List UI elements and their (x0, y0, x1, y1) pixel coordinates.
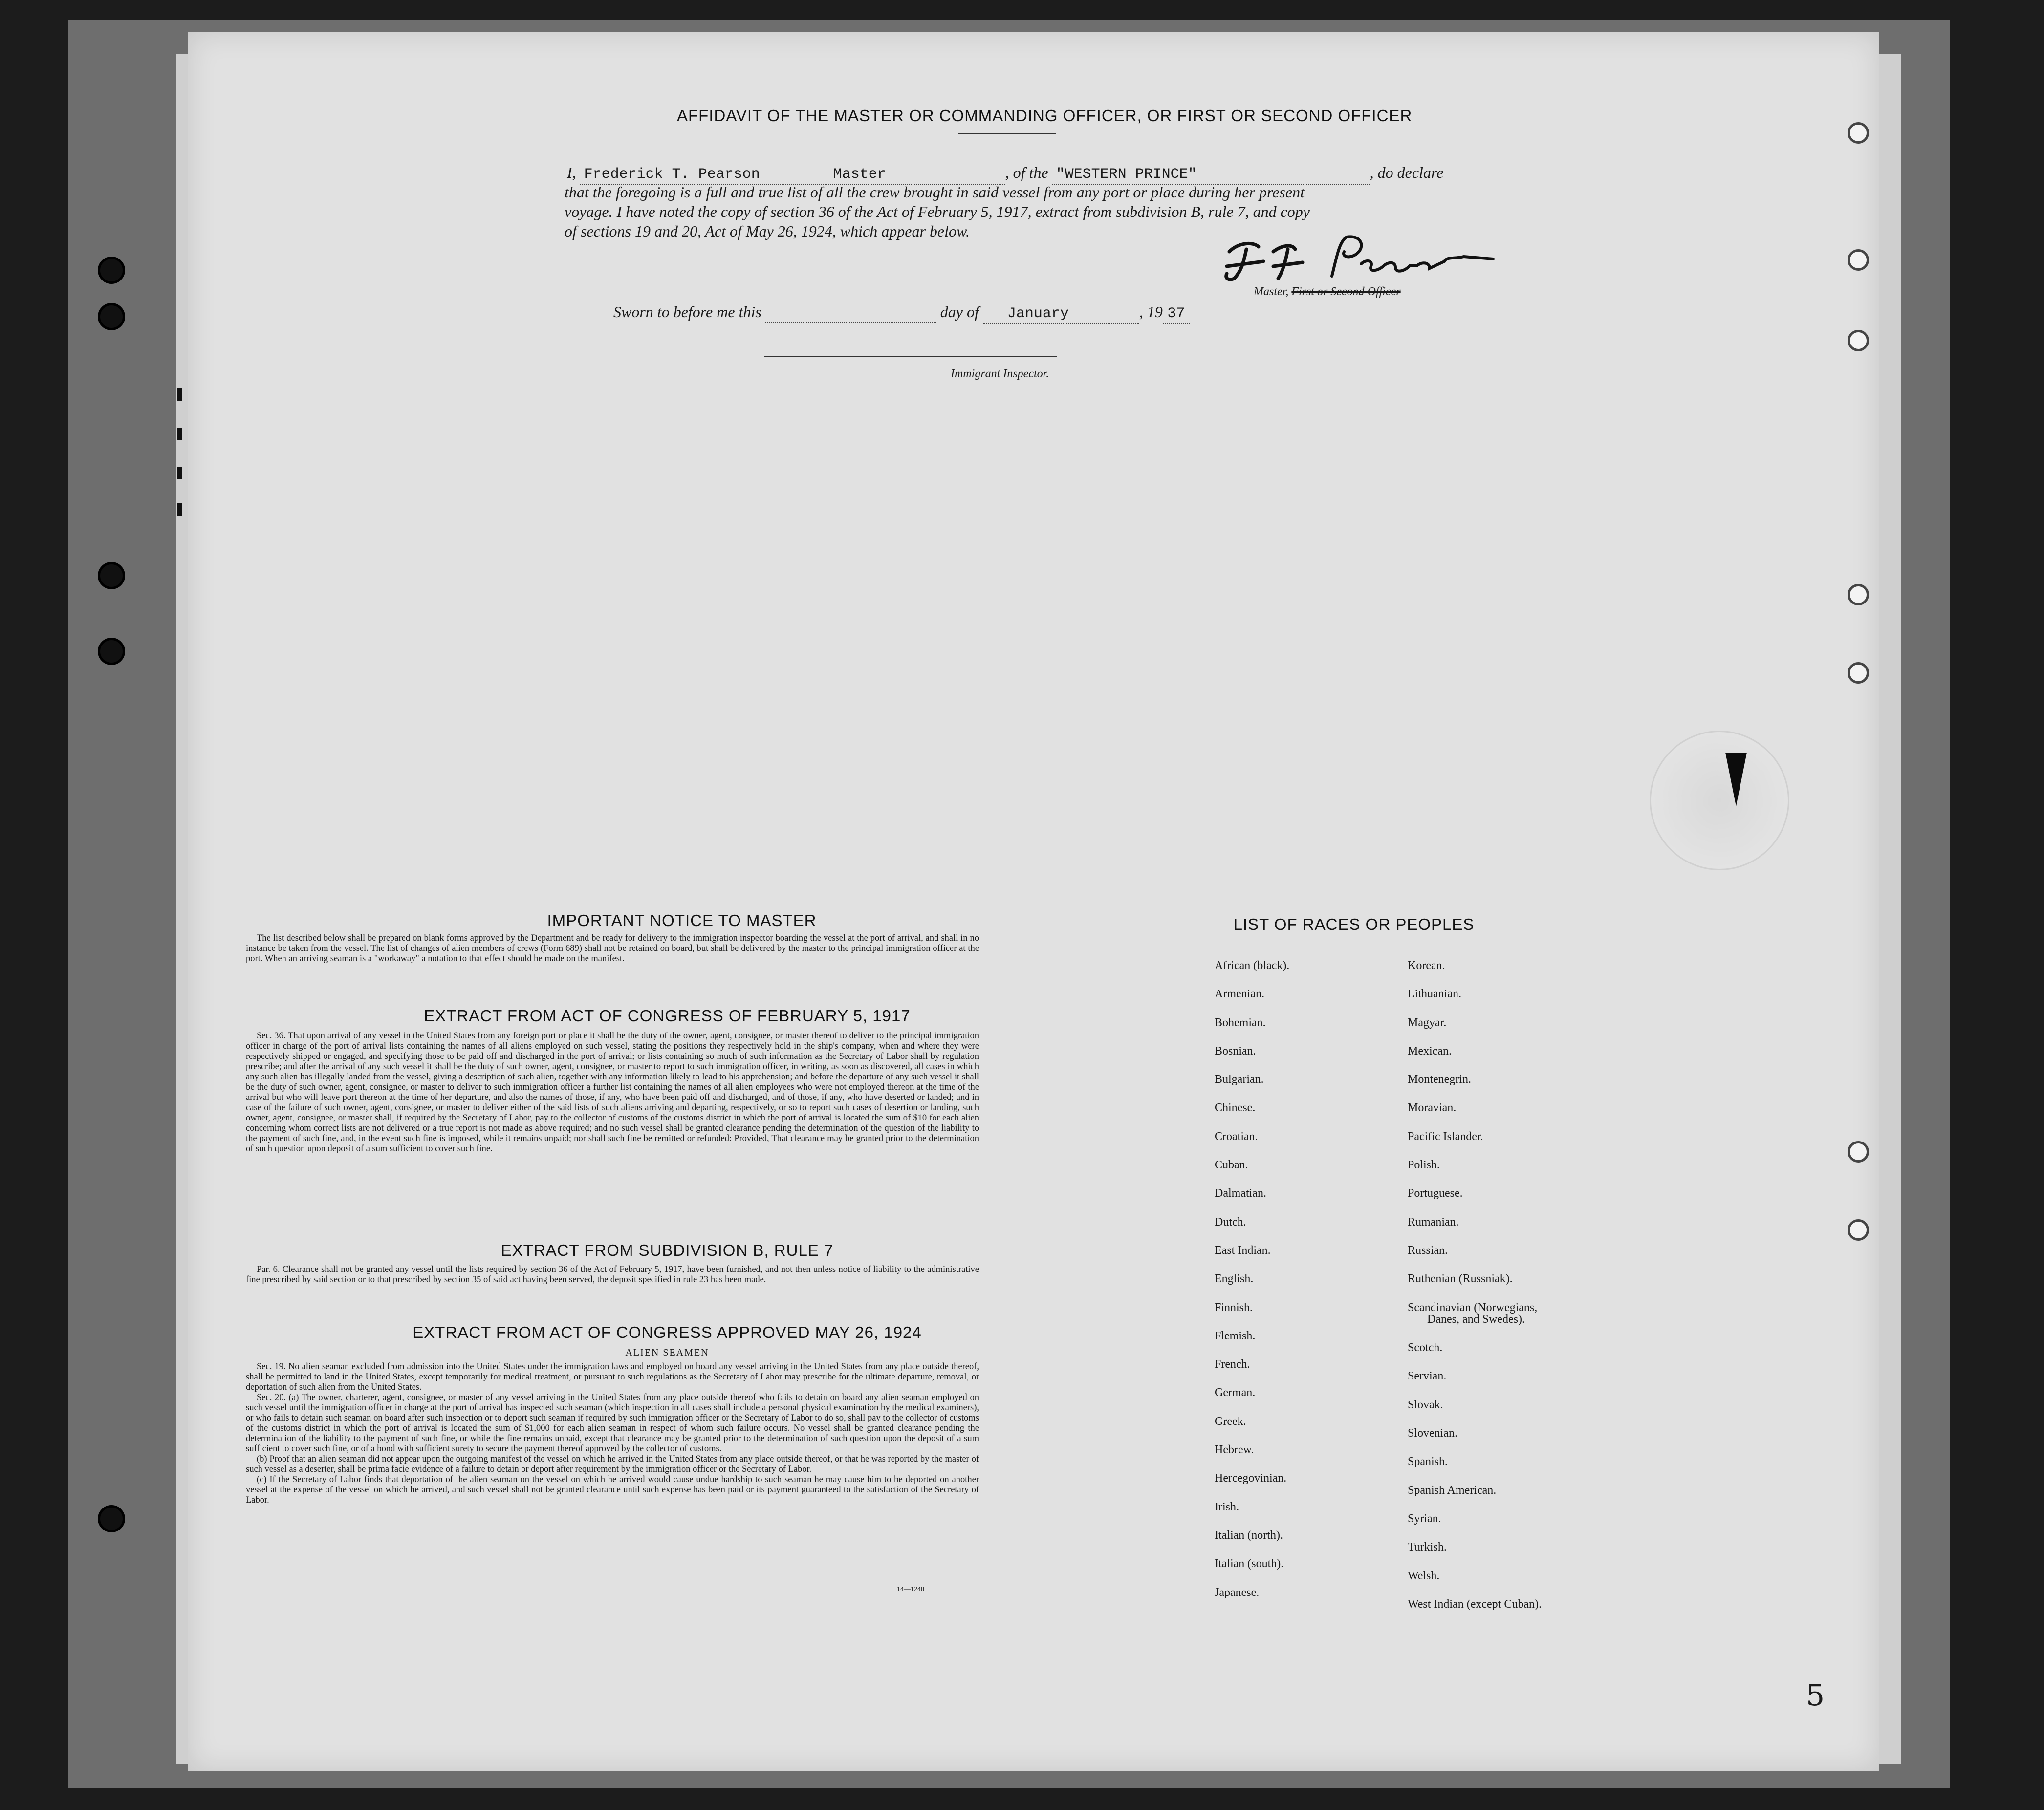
rule-7-text (246, 1265, 979, 1285)
sec-19-paragraph: Sec. 19. No alien seaman excluded from admission into the United States under the immigration laws and employed on board any vessel arriving in the United States from any place outside thereof, shall be permitted to land in the United States, except temporarily for medical treatment, or pursuant to such regulations as the Secretary of Labor may prescribe for the ultimate departure, removal, or deportation of such alien from the United States. (246, 1362, 979, 1392)
race-item: Hebrew. (1215, 1444, 1254, 1457)
race-item: Ruthenian (Russniak). (1408, 1272, 1513, 1286)
binder-hole-icon (98, 303, 125, 330)
sworn-year: 37 (1167, 305, 1185, 322)
race-item: Spanish. (1408, 1455, 1448, 1468)
affidavit-line-3: voyage. I have noted the copy of section 36 of the Act of February 5, 1917, extract from subdivision B, rule 7, and copy (565, 203, 1310, 220)
officer-name: Frederick T. Pearson (584, 166, 760, 183)
extract-1924-text (246, 1362, 979, 1506)
year-field (1163, 302, 1190, 324)
notice-title: IMPORTANT NOTICE TO MASTER (547, 911, 817, 929)
race-item: French. (1215, 1358, 1250, 1371)
inspector-signature-line (764, 356, 1057, 357)
race-item: Dalmatian. (1215, 1187, 1266, 1200)
races-right-column (1408, 951, 1542, 1618)
race-item: Slovak. (1408, 1398, 1443, 1411)
race-item: Armenian. (1215, 988, 1264, 1001)
race-item: Syrian. (1408, 1512, 1441, 1525)
race-item: Italian (south). (1215, 1557, 1284, 1571)
extract-1917-text (246, 1031, 979, 1154)
punch-hole-icon (1848, 122, 1869, 144)
sworn-label: Sworn to before me this (613, 303, 761, 321)
sec-20a-paragraph: Sec. 20. (a) The owner, charterer, agent, consignee, or master of any vessel arriving in the United States from any place outside thereof who fails to detain on board any alien seaman employed on such vessel until the immigration officer in charge at the port of arrival has inspected such seaman (which inspection in all cases shall include a personal physical examination by the medical examiners), or who fails to detain such seaman on board after such inspection or to deport such seaman if required by such immigration officer or the Secretary of Labor to do so, shall pay to the collector of customs of the customs district in which the port of arrival is located the sum of $1,000 for each alien seaman in respect of whom such failure occurs. No vessel shall be granted clearance pending the determination of the liability to the payment of such fine, or while the fine remains unpaid, except that clearance may be granted prior to the determination of such question upon the deposit of a sum sufficient to cover such fine, or of a bond with sufficient surety to secure the payment thereof approved by the collector of customs. (246, 1393, 979, 1454)
race-item: Greek. (1215, 1415, 1246, 1428)
extract-1917-title: EXTRACT FROM ACT OF CONGRESS OF FEBRUARY 5, 1917 (424, 1007, 911, 1025)
notice-paragraph: The list described below shall be prepared on blank forms approved by the Department and be ready for delivery to the immigration inspector boarding the vessel at the port of arrival, and shall in no instance be taken from the vessel. The list of changes of alien members of crews (Form 689) shall not be retained on board, but shall be delivered by the master to the principal immigration officer at the port. When an arriving seaman is a "workaway" a notation to that effect should be made on the manifest. (246, 933, 979, 964)
race-item: Italian (north). (1215, 1529, 1283, 1542)
punch-hole-icon (1848, 1219, 1869, 1241)
punch-hole-icon (1848, 330, 1869, 351)
master-signature (1200, 232, 1503, 286)
notice-text (246, 933, 979, 964)
year-prefix: , 19 (1139, 303, 1163, 321)
of-the-label: , of the (1005, 164, 1048, 181)
race-item: Slovenian. (1408, 1427, 1457, 1440)
signature-struck-title: First or Second Officer (1291, 285, 1401, 298)
race-item: African (black). (1215, 959, 1290, 972)
race-item: Irish. (1215, 1500, 1239, 1513)
title-rule (958, 133, 1056, 134)
race-item: Chinese. (1215, 1101, 1256, 1115)
race-item: Portuguese. (1408, 1187, 1463, 1200)
punch-hole-icon (1848, 662, 1869, 684)
signature-caption (1254, 282, 1401, 302)
row-marker-icon (177, 503, 182, 516)
race-item: Rumanian. (1408, 1215, 1459, 1228)
day-of-label: day of (940, 303, 979, 321)
race-item: German. (1215, 1386, 1256, 1400)
sec-20b-paragraph: (b) Proof that an alien seaman did not appear upon the outgoing manifest of the vessel on which he arrived in the United States from any place outside thereof, or that he was reported by the master of such vessel as a deserter, shall be prima facie evidence of a failure to detain or deport after requirement by the immigration officer or the Secretary of Labor. (246, 1454, 979, 1474)
races-left-column (1215, 951, 1289, 1607)
race-item: Cuban. (1215, 1159, 1248, 1172)
margin-mark: 5 (1806, 1679, 1825, 1713)
month-field (983, 302, 1139, 324)
punch-hole-icon (1848, 1141, 1869, 1163)
officer-rank: Master (833, 166, 886, 183)
race-item: Flemish. (1215, 1329, 1256, 1342)
race-item: Turkish. (1408, 1541, 1447, 1554)
alien-seamen-subtitle: ALIEN SEAMEN (625, 1347, 709, 1358)
affidavit-line-2: that the foregoing is a full and true list of all the crew brought in said vessel from any port or place during her present (565, 183, 1305, 201)
sworn-month: January (1007, 305, 1069, 322)
inspector-label: Immigrant Inspector. (951, 367, 1049, 380)
race-item: Dutch. (1215, 1215, 1246, 1228)
races-title: LIST OF RACES OR PEOPLES (1233, 915, 1475, 933)
race-item: Montenegrin. (1408, 1073, 1471, 1086)
sec-20c-paragraph: (c) If the Secretary of Labor finds that deportation of the alien seaman on the vessel on which he arrived would cause undue hardship to such seaman he may cause him to be deported on another vessel at the expense of the vessel on which he arrived, and such vessel shall not be granted clearance until such expense has been paid or its payment guaranteed to the satisfaction of the Secretary of Labor. (246, 1475, 979, 1505)
race-item: Polish. (1408, 1159, 1440, 1172)
race-item: Mexican. (1408, 1044, 1452, 1057)
punch-hole-icon (1848, 584, 1869, 605)
race-item: East Indian. (1215, 1244, 1271, 1257)
par-6-paragraph: Par. 6. Clearance shall not be granted any vessel until the lists required by section 36 of the Act of February 5, 1917, have been furnished, and not then unless notice of liability to the administrative fine prescribed by said section or to that prescribed by section 35 of said act having been served, the deposit specified in rule 23 has been made. (246, 1265, 979, 1285)
binder-hole-icon (98, 638, 125, 665)
race-item: Croatian. (1215, 1130, 1258, 1143)
race-item: Scandinavian (Norwegians, (1408, 1301, 1538, 1314)
sworn-line (613, 302, 1190, 324)
affidavit-line-4: of sections 19 and 20, Act of May 26, 1924, which appear below. (565, 222, 970, 240)
race-item: Finnish. (1215, 1301, 1253, 1314)
embossed-seal-icon (1650, 731, 1789, 870)
race-item: Bosnian. (1215, 1044, 1256, 1057)
race-item: Japanese. (1215, 1586, 1260, 1599)
race-item: Danes, and Swedes). (1427, 1313, 1525, 1326)
binder-hole-icon (98, 1505, 125, 1532)
binder-hole-icon (98, 257, 125, 284)
race-item: Servian. (1408, 1370, 1447, 1383)
row-marker-icon (177, 467, 182, 479)
rule-7-title: EXTRACT FROM SUBDIVISION B, RULE 7 (500, 1241, 834, 1259)
race-item: Welsh. (1408, 1569, 1440, 1582)
sec-36-paragraph: Sec. 36. That upon arrival of any vessel in the United States from any foreign port or place it shall be the duty of the owner, agent, consignee, or master thereof to deliver to the principal immigration officer in charge of the port of arrival lists containing the names of all aliens employed on such vessel, stating the positions they respectively hold in the ship's company, when and where they were respectively shipped or engaged, and specifying those to be paid off and discharged in the port of arrival; or lists containing so much of such information as the Secretary of Labor shall by regulation prescribe; and after the arrival of any such vessel it shall be the duty of such owner, agent, consignee, or master to report to such immigration officer, in writing, as soon as discovered, all cases in which any such alien has illegally landed from the vessel, giving a description of such alien, together with any information likely to lead to his apprehension; and before the departure of any such vessel it shall be the duty of such owner, agent, consignee, or master to deliver to such immigration officer a further list containing the names of all alien employees who were not employed thereon at the time of the arrival but who will leave port thereon at the time of her departure, and also the names of those, if any, who have been paid off and discharged, and of those, if any, who have deserted or landed; and in case of the failure of such owner, agent, consignee, or master to deliver either of the said lists of such aliens arriving and departing, respectively, or so to report such cases of desertion or landing, such owner, agent, consignee, or master shall, if required by the Secretary of Labor, pay to the collector of customs of the customs district in which the port of arrival is located the sum of $10 for each alien concerning whom correct lists are not delivered or a true report is not made as above required; and no such vessel shall be granted clearance pending the determination of the question of the liability to the payment of such fine, and, in the event such fine is imposed, while it remains unpaid; nor shall such fine be remitted or refunded: Provided, That clearance may be granted prior to the determination of such question upon deposit of a sum sufficient to cover such fine. (246, 1031, 979, 1154)
race-item: Moravian. (1408, 1101, 1457, 1115)
ink-mark-icon (1725, 753, 1747, 806)
signature-title: Master, (1254, 285, 1289, 298)
race-item: Korean. (1408, 959, 1445, 972)
race-item: West Indian (except Cuban). (1408, 1597, 1542, 1611)
race-item: Bulgarian. (1215, 1073, 1264, 1086)
form-number: 14—1240 (897, 1586, 924, 1593)
race-item: Hercegovinian. (1215, 1472, 1287, 1485)
row-marker-icon (177, 388, 182, 401)
race-item: English. (1215, 1272, 1254, 1286)
do-declare-label: , do declare (1370, 164, 1444, 181)
vessel-name: "WESTERN PRINCE" (1056, 166, 1197, 183)
race-item: Bohemian. (1215, 1016, 1266, 1029)
race-item: Spanish American. (1408, 1484, 1497, 1497)
race-item: Russian. (1408, 1244, 1448, 1257)
race-item: Scotch. (1408, 1341, 1443, 1355)
binder-hole-icon (98, 562, 125, 589)
punch-hole-icon (1848, 249, 1869, 271)
sworn-day-field (765, 302, 936, 323)
extract-1924-title: EXTRACT FROM ACT OF CONGRESS APPROVED MAY 26, 1924 (413, 1323, 922, 1341)
race-item: Magyar. (1408, 1016, 1447, 1029)
race-item: Pacific Islander. (1408, 1130, 1483, 1143)
document-page (188, 32, 1879, 1771)
affidavit-intro: I, (567, 164, 576, 181)
row-marker-icon (177, 428, 182, 440)
affidavit-title: AFFIDAVIT OF THE MASTER OR COMMANDING OFFICER, OR FIRST OR SECOND OFFICER (677, 107, 1413, 125)
race-item: Lithuanian. (1408, 988, 1461, 1001)
